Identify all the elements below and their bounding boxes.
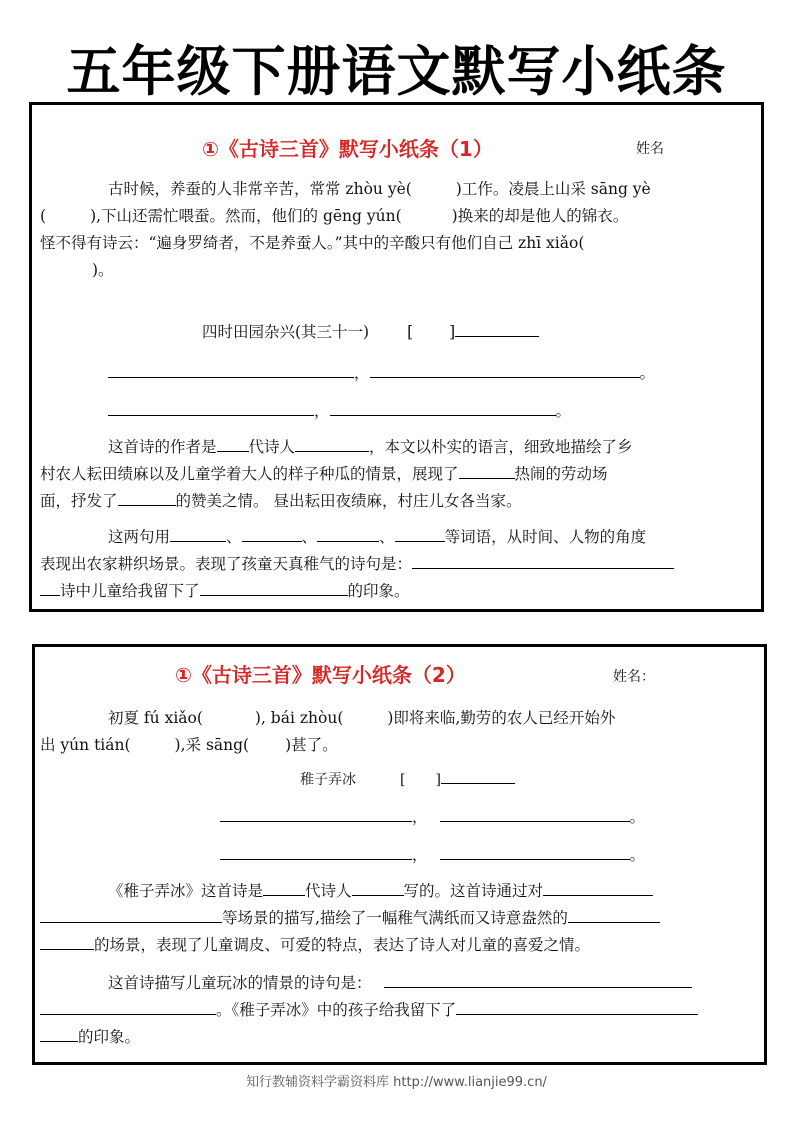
intro-line-1	[108, 708, 615, 728]
answer-blank	[170, 526, 226, 542]
answer-blank	[108, 362, 354, 378]
poem-title-line	[300, 768, 515, 790]
text-segment: )。	[92, 261, 114, 279]
intro-line-3	[40, 233, 584, 253]
card-title: ①《古诗三首》默写小纸条（1）	[202, 137, 493, 161]
text-segment: 的印象。	[78, 1028, 141, 1046]
text-segment: 等词语，从时间、人物的角度	[444, 528, 647, 546]
poem-line-1	[220, 806, 645, 827]
text-segment: )工作。凌晨上山采 sāng yè	[455, 180, 651, 198]
text-segment: 。	[555, 402, 572, 420]
answer-blank	[263, 880, 305, 896]
answer-blank	[459, 463, 515, 479]
answer-blank	[440, 844, 630, 860]
text-segment: 。《稚子弄冰》中的孩子给我留下了	[216, 1001, 457, 1019]
answer-blank	[200, 580, 348, 596]
text-segment: 村农人耘田绩麻以及儿童学着大人的样子种瓜的情景，展现了	[40, 465, 459, 483]
text-segment: ]	[449, 323, 456, 341]
answer-blank	[118, 490, 176, 506]
text-segment: 的场景，表现了儿童调皮、可爱的特点，表达了诗人对儿童的喜爱之情。	[94, 936, 591, 954]
para1-line-3	[40, 490, 521, 511]
text-segment: 这首诗的作者是	[108, 438, 217, 456]
intro-line-2	[40, 206, 628, 226]
text-segment: 热闹的劳动场	[514, 465, 608, 483]
answer-blank	[108, 400, 314, 416]
text-segment: (	[40, 207, 47, 225]
text-segment: 代诗人	[248, 438, 296, 456]
text-segment: 初夏 fú xiǎo(	[108, 709, 203, 727]
text-segment: 。	[639, 364, 656, 382]
text-segment: 这首诗描写儿童玩冰的情景的诗句是：	[108, 974, 372, 992]
text-segment: )换来的却是他人的锦衣。	[451, 207, 629, 225]
para1-line-2	[40, 907, 660, 928]
answer-blank	[440, 806, 630, 822]
text-segment: 等场景的描写,描绘了一幅稚气满纸而又诗意盎然的	[222, 909, 568, 927]
text-segment: 出 yún tián(	[40, 736, 131, 754]
text-segment: 、	[226, 528, 242, 546]
answer-blank	[317, 526, 379, 542]
answer-blank	[330, 400, 556, 416]
text-segment: 、	[379, 528, 395, 546]
answer-blank	[295, 436, 369, 452]
para2-line-3	[40, 580, 410, 601]
answer-blank	[217, 436, 249, 452]
para2-line-1	[108, 526, 646, 547]
text-segment: ，本文以朴实的语言，细致地描绘了乡	[369, 438, 633, 456]
poem-title-line	[202, 321, 539, 342]
text-segment: 怪不得有诗云：“遍身罗绮者，不是养蚕人。”其中的辛酸只有他们自己 zhī xiǎo(	[40, 234, 585, 252]
text-segment: ), bái zhòu(	[254, 709, 344, 727]
text-segment: ，	[354, 364, 370, 382]
para1-line-3	[40, 934, 590, 955]
text-segment: ),下山还需忙喂蚕。然而，他们的 gēng yún(	[90, 207, 402, 225]
para2-line-2	[40, 999, 698, 1020]
text-segment: 的赞美之情。 昼出耘田夜绩麻，村庄儿女各当家。	[175, 492, 522, 510]
text-segment: ),采 sāng(	[174, 736, 250, 754]
footer-source: 知行教辅资料学霸资料库 http://www.lianjie99.cn/	[246, 1075, 547, 1090]
answer-blank	[441, 768, 515, 784]
answer-blank	[395, 526, 445, 542]
text-segment: ，	[314, 402, 330, 420]
answer-blank	[40, 1026, 78, 1042]
para1-line-2	[40, 463, 608, 484]
answer-blank	[40, 999, 216, 1015]
intro-line-4	[40, 260, 114, 280]
answer-blank	[568, 907, 660, 923]
answer-blank	[370, 362, 640, 378]
text-segment: 。	[629, 846, 646, 864]
para1-line-1	[108, 436, 633, 457]
intro-line-1	[108, 179, 651, 199]
name-label: 姓名	[636, 141, 664, 157]
answer-blank	[352, 880, 404, 896]
answer-blank	[220, 844, 412, 860]
answer-blank	[40, 907, 222, 923]
para1-line-1	[108, 880, 653, 901]
text-segment: 这两句用	[108, 528, 171, 546]
dictation-card-2	[32, 644, 767, 1065]
name-label: 姓名：	[613, 669, 655, 685]
dictation-card-1	[29, 102, 764, 612]
answer-blank	[384, 972, 692, 988]
text-segment: ，	[412, 808, 428, 826]
answer-blank	[455, 321, 539, 337]
text-segment: 代诗人	[305, 882, 352, 900]
poem-title: 稚子弄冰	[300, 772, 356, 788]
poem-line-1	[108, 362, 655, 383]
answer-blank	[456, 999, 698, 1015]
text-segment: 的印象。	[347, 582, 410, 600]
text-segment: [	[407, 323, 414, 341]
poem-line-2	[108, 400, 571, 421]
intro-line-2	[40, 735, 338, 755]
poem-line-2	[220, 844, 645, 865]
answer-blank	[412, 553, 674, 569]
para2-line-3	[40, 1026, 140, 1047]
text-segment: ]	[435, 772, 441, 788]
text-segment: 表现出农家耕织场景。表现了孩童天真稚气的诗句是：	[40, 555, 413, 573]
text-segment: 诗中儿童给我留下了	[60, 582, 200, 600]
para2-line-1	[108, 972, 692, 993]
text-segment: 古时候，养蚕的人非常辛苦，常常 zhòu yè(	[108, 180, 412, 198]
poem-title: 四时田园杂兴(其三十一)	[202, 323, 370, 341]
para2-line-2	[40, 553, 674, 574]
text-segment: 。	[629, 808, 646, 826]
answer-blank	[242, 526, 302, 542]
text-segment: ，	[412, 846, 428, 864]
answer-blank	[543, 880, 653, 896]
answer-blank	[220, 806, 412, 822]
text-segment: 面，抒发了	[40, 492, 118, 510]
text-segment: 《稚子弄冰》这首诗是	[108, 882, 264, 900]
text-segment: [	[400, 772, 406, 788]
card-title: ①《古诗三首》默写小纸条（2）	[175, 663, 466, 687]
answer-blank	[40, 934, 94, 950]
text-segment: 写的。这首诗通过对	[403, 882, 544, 900]
page-title: 五年级下册语文默写小纸条	[66, 40, 727, 103]
text-segment: )甚了。	[285, 736, 338, 754]
text-segment: )即将来临,勤劳的农人已经开始外	[387, 709, 616, 727]
answer-blank	[40, 580, 60, 596]
text-segment: 、	[301, 528, 318, 546]
